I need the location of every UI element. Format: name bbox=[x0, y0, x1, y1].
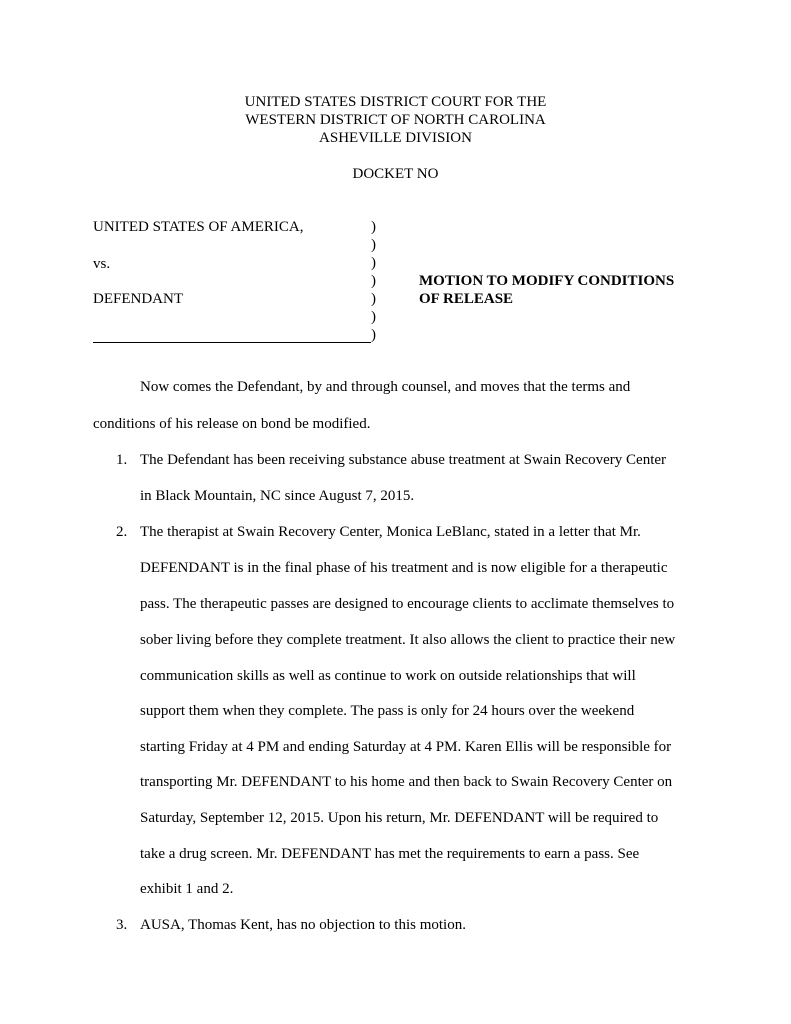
caption-paren: ) bbox=[371, 219, 376, 235]
item-line: The therapist at Swain Recovery Center, Monica LeBlanc, stated in a letter that Mr. bbox=[140, 524, 641, 540]
caption-paren: ) bbox=[371, 309, 376, 325]
intro-line-1: Now comes the Defendant, by and through counsel, and moves that the terms and bbox=[140, 379, 631, 395]
item-line: transporting Mr. DEFENDANT to his home and then back to Swain Recovery Center on bbox=[140, 774, 673, 790]
intro-line-2: conditions of his release on bond be modified. bbox=[93, 416, 371, 432]
item-line: AUSA, Thomas Kent, has no objection to this motion. bbox=[140, 917, 466, 933]
item-line: DEFENDANT is in the final phase of his treatment and is now eligible for a therapeutic bbox=[140, 560, 668, 576]
item-line: communication skills as well as continue to work on outside relationships that will bbox=[140, 668, 636, 684]
caption-versus: vs. bbox=[93, 256, 111, 272]
item-line: sober living before they complete treatment. It also allows the client to practice their new bbox=[140, 632, 676, 648]
motion-title-line-2: OF RELEASE bbox=[419, 291, 514, 307]
item-line: starting Friday at 4 PM and ending Saturday at 4 PM. Karen Ellis will be responsible for bbox=[140, 739, 672, 755]
caption-paren: ) bbox=[371, 237, 376, 253]
caption-plaintiff: UNITED STATES OF AMERICA, bbox=[93, 219, 304, 235]
item-line: Saturday, September 12, 2015. Upon his return, Mr. DEFENDANT will be required to bbox=[140, 810, 659, 826]
docket-number: DOCKET NO bbox=[352, 166, 439, 182]
caption-paren: ) bbox=[371, 327, 376, 343]
caption-signature-rule bbox=[93, 342, 371, 343]
item-line: pass. The therapeutic passes are designed to encourage clients to acclimate themselves to bbox=[140, 596, 675, 612]
item-line: take a drug screen. Mr. DEFENDANT has met the requirements to earn a pass. See bbox=[140, 846, 640, 862]
item-number: 3. bbox=[116, 917, 128, 933]
court-name-line-2: WESTERN DISTRICT OF NORTH CAROLINA bbox=[245, 112, 546, 128]
item-line: The Defendant has been receiving substance abuse treatment at Swain Recovery Center bbox=[140, 452, 667, 468]
caption-defendant: DEFENDANT bbox=[93, 291, 183, 307]
item-number: 1. bbox=[116, 452, 128, 468]
item-number: 2. bbox=[116, 524, 128, 540]
caption-paren: ) bbox=[371, 291, 376, 307]
item-line: in Black Mountain, NC since August 7, 2015. bbox=[140, 488, 415, 504]
item-line: exhibit 1 and 2. bbox=[140, 881, 234, 897]
item-line: support them when they complete. The pass is only for 24 hours over the weekend bbox=[140, 703, 635, 719]
court-division: ASHEVILLE DIVISION bbox=[319, 130, 472, 146]
motion-title-line-1: MOTION TO MODIFY CONDITIONS bbox=[419, 273, 675, 289]
caption-paren: ) bbox=[371, 273, 376, 289]
court-name-line-1: UNITED STATES DISTRICT COURT FOR THE bbox=[244, 94, 547, 110]
caption-paren: ) bbox=[371, 255, 376, 271]
